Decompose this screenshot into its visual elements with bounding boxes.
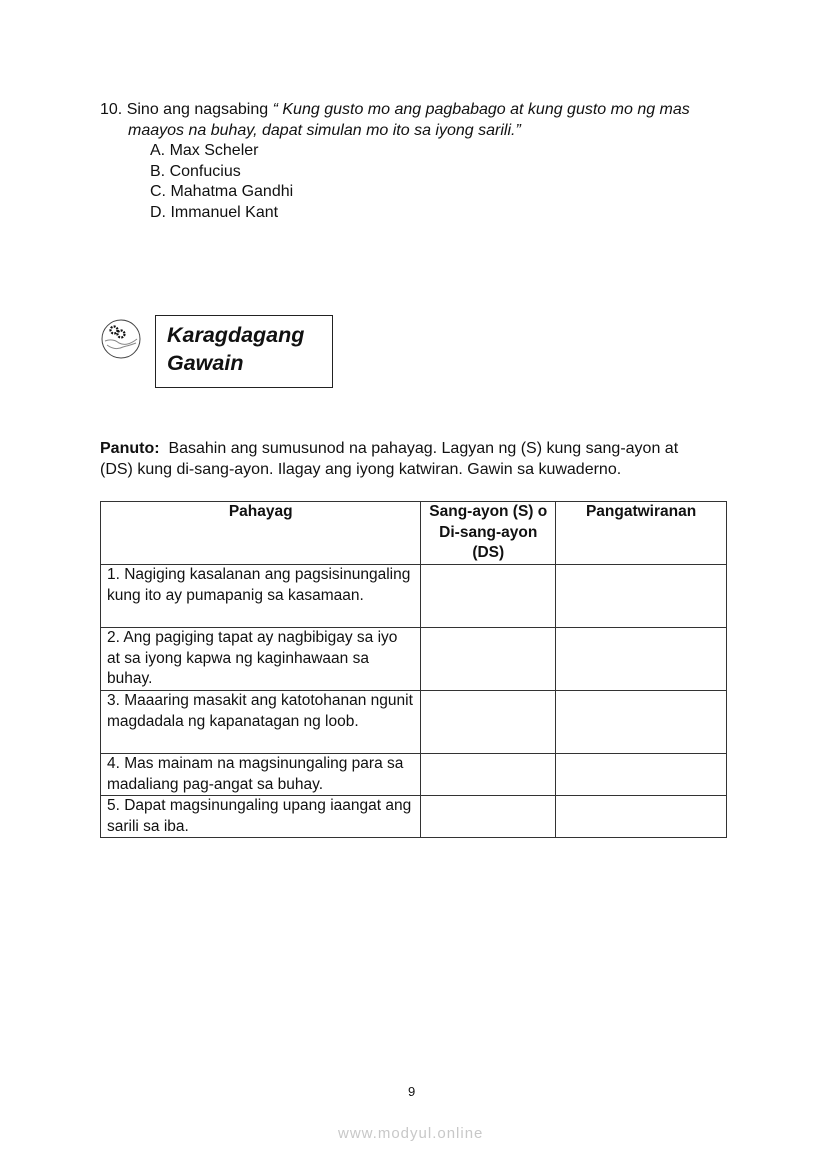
table-row (101, 628, 727, 691)
reason-cell[interactable] (556, 565, 727, 628)
quote-line-2: maayos na buhay, dapat simulan mo ito sa iyong sarili.” (128, 121, 521, 139)
answer-cell[interactable] (421, 565, 556, 628)
answer-cell[interactable] (421, 796, 556, 838)
header-sang-ayon: Sang-ayon (S) o Di-sang-ayon (DS) (421, 502, 556, 565)
option-b: B. Confucius (150, 162, 241, 180)
instructions-line-1: Basahin ang sumusunod na pahayag. Lagyan ng (S) kung sang-ayon at (168, 440, 679, 457)
answer-cell[interactable] (421, 691, 556, 754)
section-title-line-2: Gawain (167, 351, 244, 375)
page-number: 9 (408, 1084, 416, 1099)
table-row (101, 565, 727, 628)
header-pangatwiranan: Pangatwiranan (556, 502, 727, 565)
gears-hand-icon (101, 319, 141, 359)
reason-cell[interactable] (556, 628, 727, 691)
table-row (101, 754, 727, 796)
reason-cell[interactable] (556, 796, 727, 838)
question-lead: Sino ang nagsabing (126, 101, 273, 118)
statements-table (100, 501, 727, 838)
instructions-label: Panuto: (100, 440, 160, 457)
answer-cell[interactable] (421, 628, 556, 691)
watermark: www.modyul.online (338, 1125, 484, 1142)
section-title-box (155, 315, 333, 388)
option-d: D. Immanuel Kant (150, 204, 279, 221)
section-title-line-1: Karagdagang (167, 323, 305, 347)
answer-cell[interactable] (421, 754, 556, 796)
reason-cell[interactable] (556, 754, 727, 796)
statement: 2. Ang pagiging tapat ay nagbibigay sa iyo at sa iyong kapwa ng kaginhawaan sa buhay. (101, 628, 421, 691)
table-row (101, 796, 727, 838)
instructions (100, 439, 678, 480)
statement: 1. Nagiging kasalanan ang pagsisinungaling kung ito ay pumapanig sa kasamaan. (101, 565, 421, 628)
option-c: C. Mahatma Gandhi (150, 183, 294, 200)
table-row (101, 691, 727, 754)
table-header (101, 502, 727, 565)
instructions-line-2: (DS) kung di-sang-ayon. Ilagay ang iyong katwiran. Gawin sa kuwaderno. (100, 460, 622, 478)
statement: 4. Mas mainam na magsinungaling para sa madaliang pag-angat sa buhay. (101, 754, 421, 796)
option-a: A. Max Scheler (150, 142, 259, 159)
reason-cell[interactable] (556, 691, 727, 754)
header-pahayag: Pahayag (101, 502, 421, 565)
question-number: 10. (100, 101, 123, 118)
statement: 5. Dapat magsinungaling upang iaangat ang sarili sa iba. (101, 796, 421, 838)
statement: 3. Maaaring masakit ang katotohanan ngunit magdadala ng kapanatagan ng loob. (101, 691, 421, 754)
quote-line-1: “ Kung gusto mo ang pagbabago at kung gusto mo ng mas (272, 101, 690, 118)
question-10 (100, 100, 690, 141)
